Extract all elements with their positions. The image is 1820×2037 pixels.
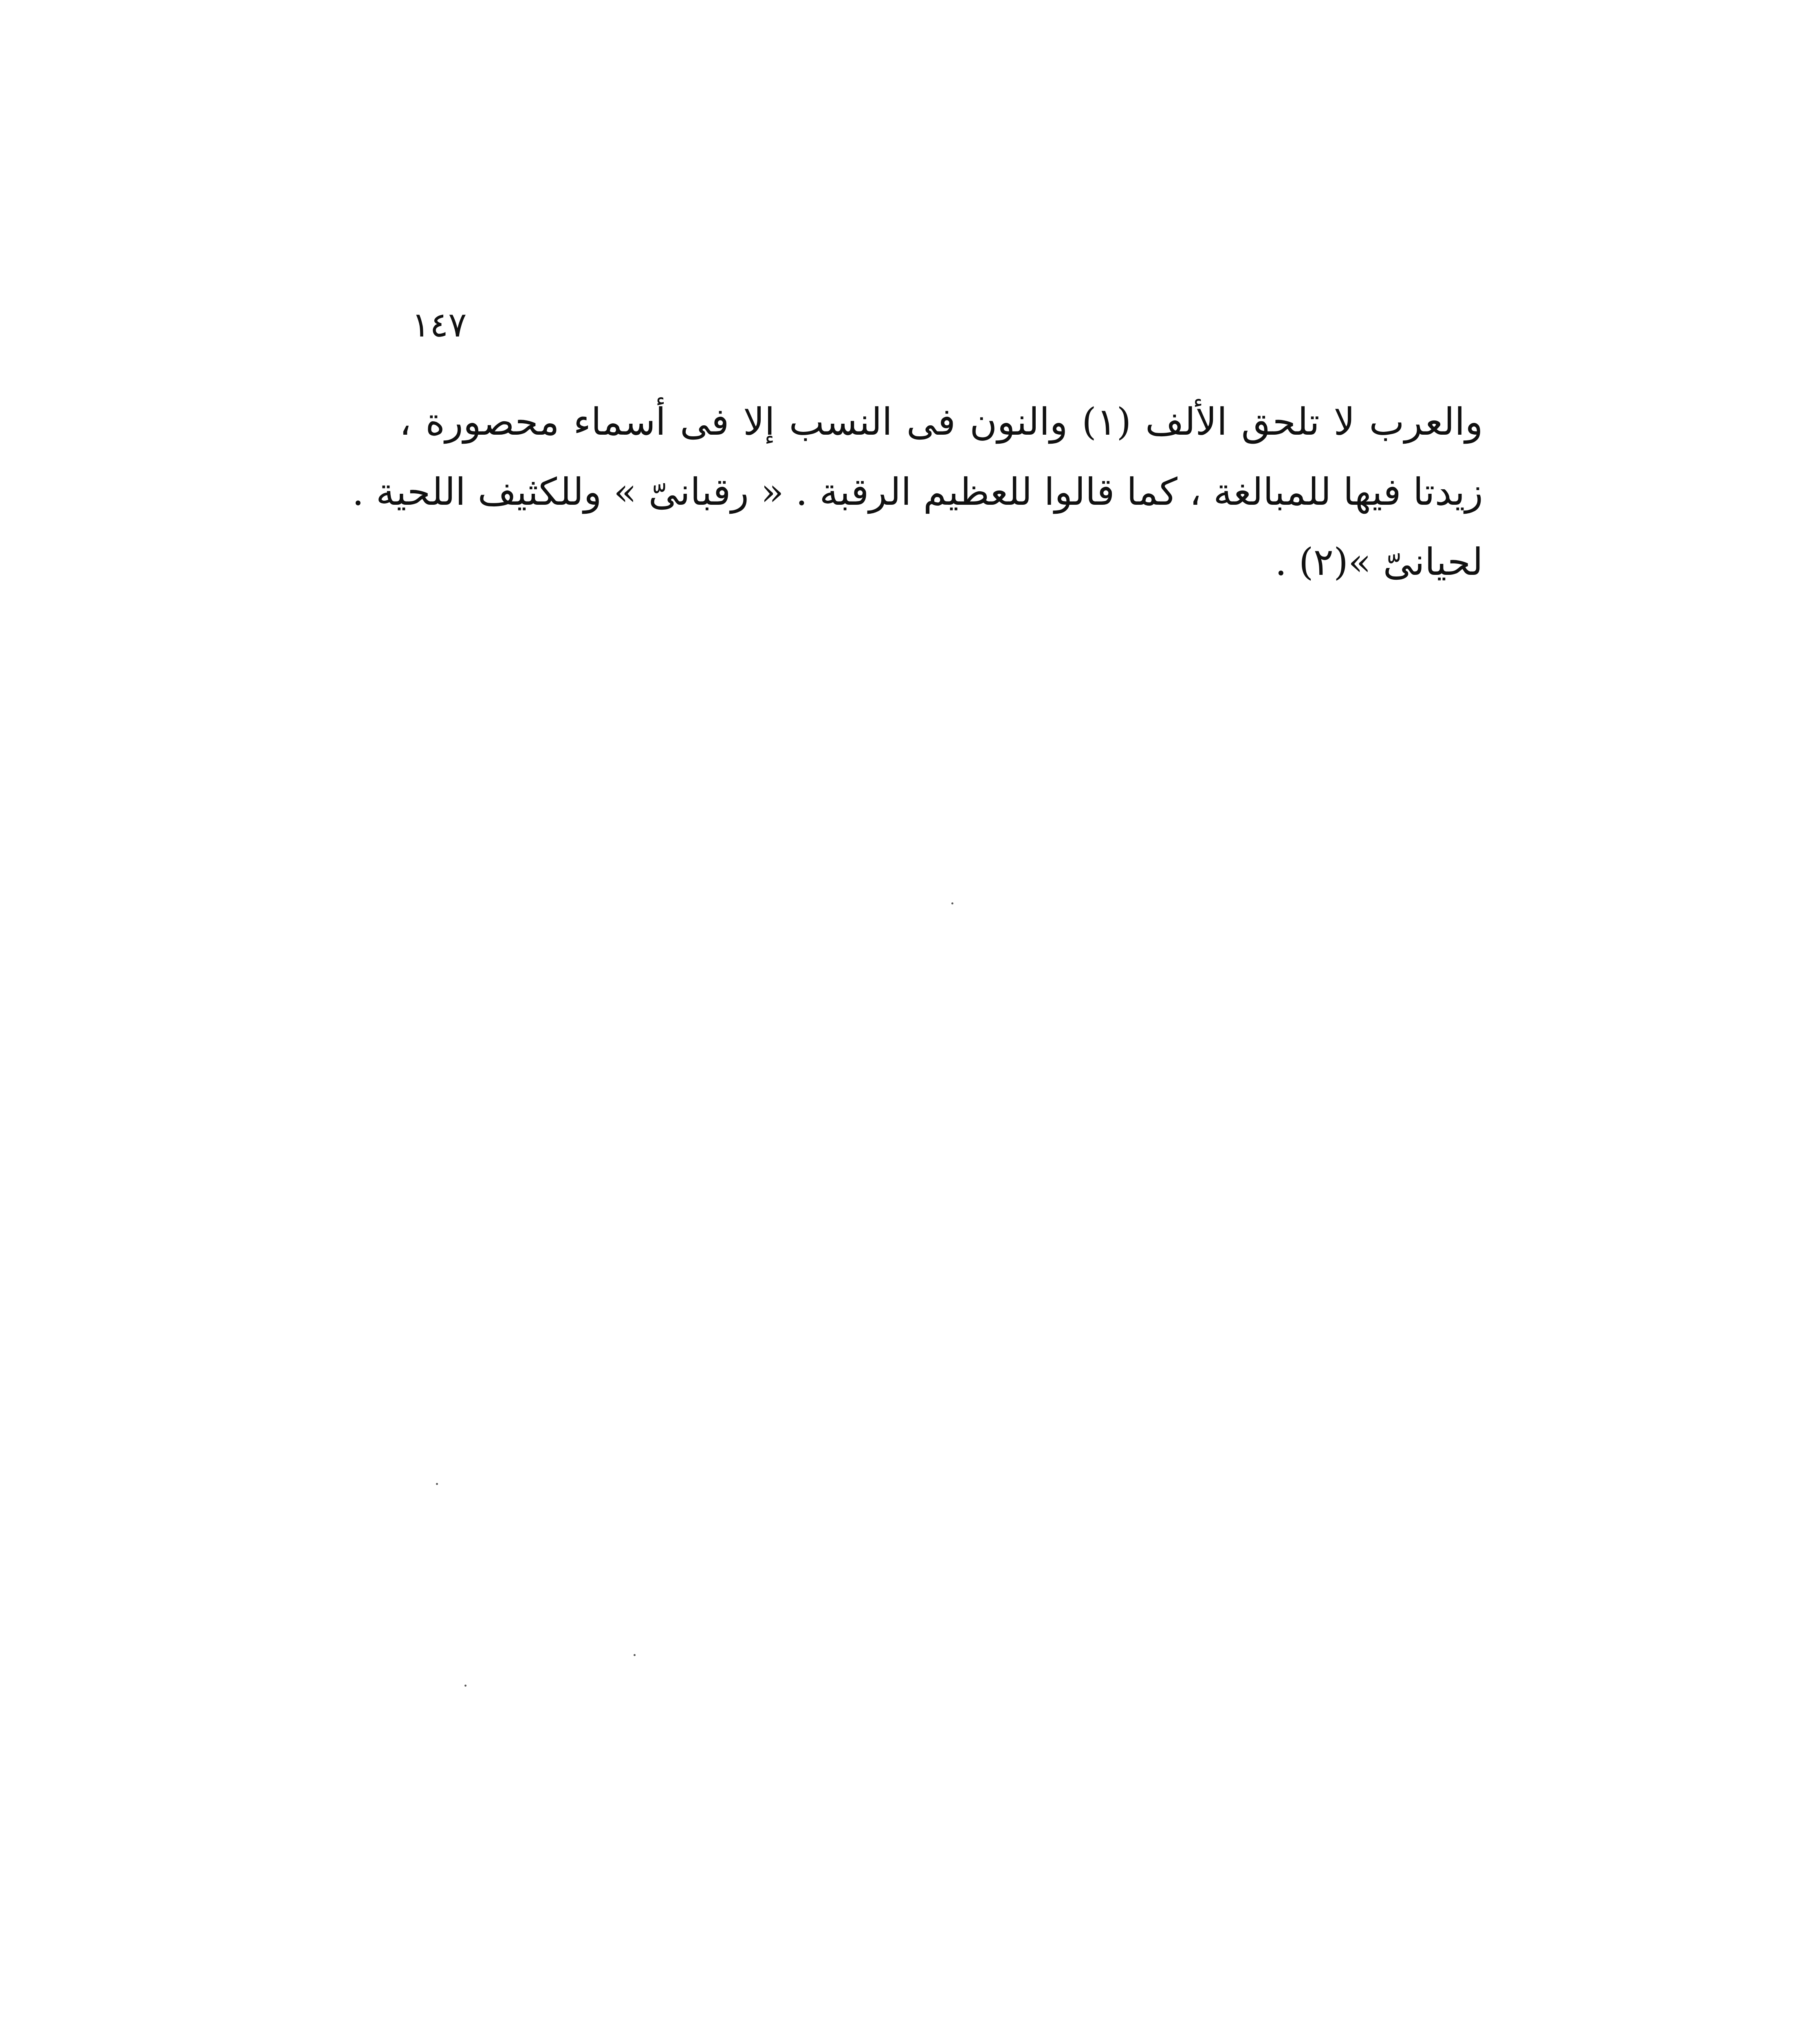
- body-text: [352, 400, 1483, 614]
- scan-speck: [634, 1654, 636, 1656]
- body-line-2: زيدتا فيها للمبالغة ، كما قالوا للعظيم الرقبة . « رقبانىّ » وللكثيف اللحية .: [352, 470, 1483, 514]
- scan-speck: [464, 1685, 467, 1687]
- page-number: ١٤٧: [412, 305, 467, 345]
- scan-speck: [436, 1483, 438, 1485]
- body-line-1: والعرب لا تلحق الألف (١) والنون فى النسب إلا فى أسماء محصورة ،: [399, 400, 1483, 444]
- scan-speck: [951, 902, 953, 904]
- body-line-3: لحيانىّ »(٢) .: [1275, 540, 1483, 584]
